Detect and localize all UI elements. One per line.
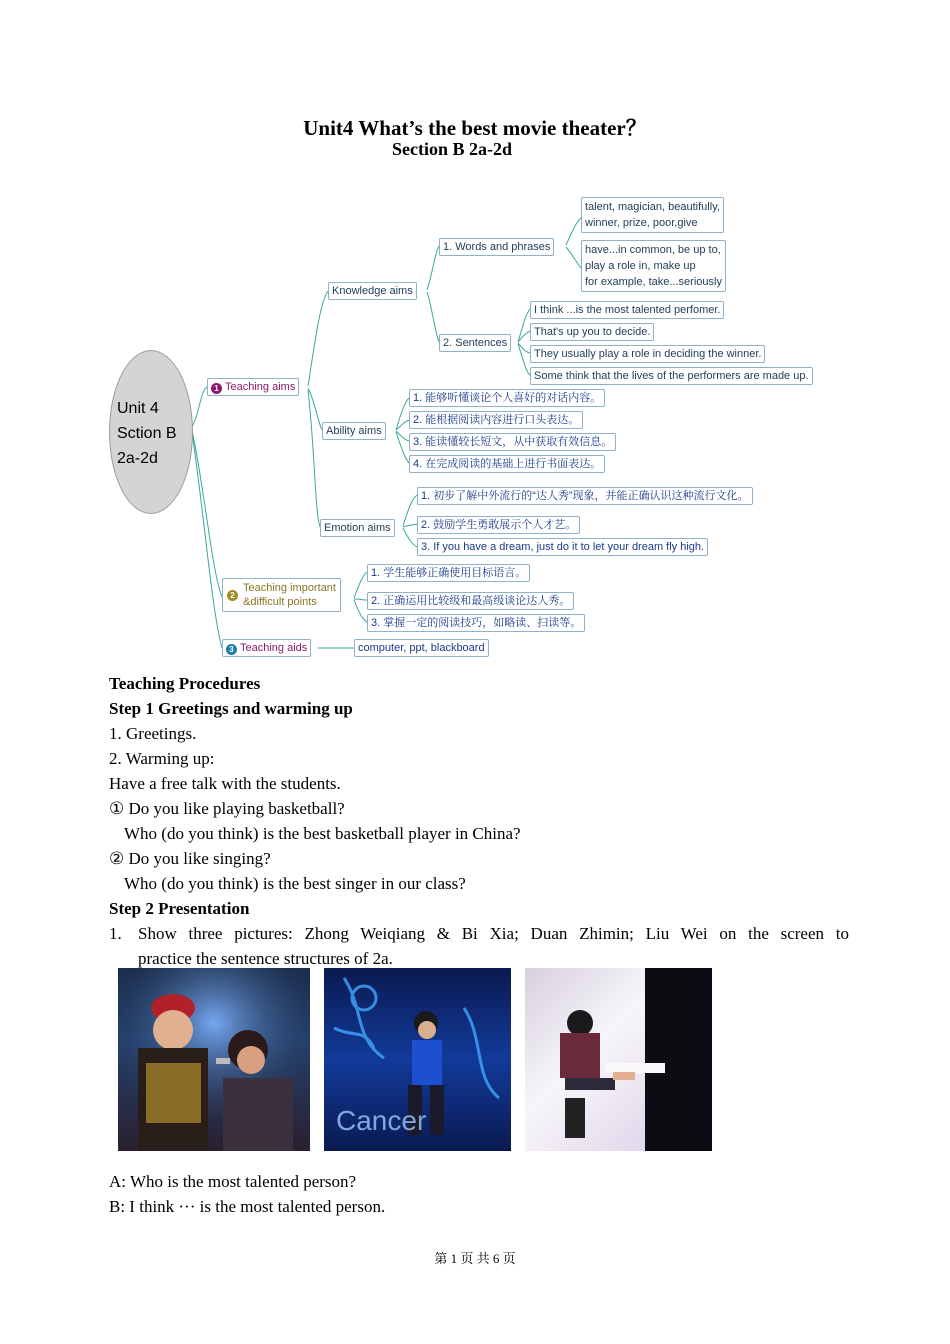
connector-aims-knowledge [308, 291, 328, 386]
ability-item: 2. 能根据阅读内容进行口头表达。 [409, 411, 583, 429]
ability-item: 4. 在完成阅读的基础上进行书面表达。 [409, 455, 605, 473]
number-badge: 3 [226, 644, 237, 655]
connector-ability-1 [396, 398, 409, 430]
procedures-heading: Teaching Procedures [109, 674, 261, 693]
number-badge: 1 [211, 383, 222, 394]
question-2b: Who (do you think) is the best singer in our class? [124, 874, 466, 893]
mind-map [100, 192, 860, 662]
points-label-line-1: Teaching important [243, 582, 336, 594]
node-label: Teaching aids [240, 642, 308, 654]
connector-emotion-3 [403, 528, 417, 547]
node-knowledge-aims: Knowledge aims [328, 282, 417, 300]
connector-emotion-2 [403, 524, 417, 527]
emotion-item: 2. 鼓励学生勇敢展示个人才艺。 [417, 516, 580, 534]
teaching-aids-value: computer, ppt, blackboard [354, 639, 489, 657]
item1-line-1: Show three pictures: Zhong Weiqiang & Bi Xia; Duan Zhimin; Liu Wei on the screen to [138, 924, 849, 943]
words-item-2-line-1: have...in common, be up to, [585, 244, 721, 256]
mind-map-root [109, 350, 193, 514]
free-talk-line: Have a free talk with the students. [109, 774, 341, 793]
points-item: 3. 掌握一定的阅读技巧，如略读、扫读等。 [367, 614, 585, 632]
sentence-item: I think ...is the most talented perfomer. [530, 301, 724, 319]
node-teaching-points [222, 578, 341, 612]
root-line-3: 2a-2d [117, 450, 158, 467]
connector-root-points [192, 430, 222, 597]
words-item-2-line-3: for example, take...seriously [585, 276, 722, 288]
emotion-item: 1. 初步了解中外流行的“达人秀”现象，并能正确认识这种流行文化。 [417, 487, 753, 505]
connector-sent-1 [518, 309, 530, 342]
words-item-2-line-2: play a role in, make up [585, 260, 696, 272]
emotion-item: 3. If you have a dream, just do it to let your dream fly high. [417, 538, 708, 556]
item1-number: 1. [109, 924, 122, 943]
node-emotion-aims: Emotion aims [320, 519, 395, 537]
connector-knowledge-words [427, 246, 439, 290]
node-label: Teaching aims [225, 381, 296, 393]
sentence-item: Some think that the lives of the performers are made up. [530, 367, 813, 385]
page-footer: 第 1 页 共 6 页 [434, 1251, 516, 1266]
root-line-2: Sction B [117, 425, 177, 442]
dialog-a: A: Who is the most talented person? [109, 1172, 357, 1191]
points-item: 1. 学生能够正确使用目标语言。 [367, 564, 530, 582]
node-words-phrases: 1. Words and phrases [439, 238, 554, 256]
photo-singers [118, 968, 310, 1151]
connector-root-aids [192, 432, 222, 648]
photo-singers-art [118, 968, 310, 1151]
connector-knowledge-sentences [427, 292, 439, 342]
node-sentences: 2. Sentences [439, 334, 511, 352]
words-item-1-line-2: winner, prize, poor,give [585, 217, 698, 229]
item1-line-2: practice the sentence structures of 2a. [138, 949, 393, 968]
node-teaching-aids [222, 639, 311, 657]
connector-points-1 [354, 572, 367, 598]
connector-aims-emotion [308, 390, 320, 527]
photo-pianist [525, 968, 712, 1151]
points-label-line-2: &difficult points [243, 596, 317, 608]
connector-words-item1 [566, 218, 581, 245]
question-1b: Who (do you think) is the best basketball player in China? [124, 824, 521, 843]
connector-sent-4 [518, 344, 530, 375]
connector-words-item2 [566, 247, 581, 268]
node-ability-aims: Ability aims [322, 422, 386, 440]
node-words-item-1 [581, 197, 724, 233]
sentence-item: That's up you to decide. [530, 323, 654, 341]
warming-line: 2. Warming up: [109, 749, 215, 768]
connector-points-2 [354, 599, 367, 600]
node-teaching-aims [207, 378, 299, 396]
ability-item: 1. 能够听懂谈论个人喜好的对话内容。 [409, 389, 605, 407]
node-words-item-2 [581, 240, 726, 292]
root-line-1: Unit 4 [117, 400, 159, 417]
step2-heading: Step 2 Presentation [109, 899, 250, 918]
dialog-b: B: I think ··· is the most talented person. [109, 1197, 386, 1216]
connector-root-aims [192, 387, 207, 427]
photo-caption-text: Cancer [336, 1105, 427, 1136]
question-1a: ① Do you like playing basketball? [109, 799, 345, 818]
step1-heading: Step 1 Greetings and warming up [109, 699, 353, 718]
number-badge: 2 [227, 590, 238, 601]
photo-dancer [324, 968, 511, 1151]
page-title: Unit4 What’s the best movie theater？ [303, 116, 647, 140]
points-item: 2. 正确运用比较级和最高级谈论达人秀。 [367, 592, 574, 610]
photo-dancer-art [324, 968, 511, 1151]
ability-item: 3. 能读懂较长短文，从中获取有效信息。 [409, 433, 616, 451]
words-item-1-line-1: talent, magician, beautifully, [585, 201, 720, 213]
connector-ability-3 [396, 431, 409, 441]
page-subtitle: Section B 2a-2d [392, 139, 513, 159]
photo-pianist-art [525, 968, 712, 1151]
sentence-item: They usually play a role in deciding the winner. [530, 345, 765, 363]
connector-points-3 [354, 600, 367, 622]
question-2a: ② Do you like singing? [109, 849, 271, 868]
connector-emotion-1 [403, 495, 417, 526]
greetings-line: 1. Greetings. [109, 724, 197, 743]
